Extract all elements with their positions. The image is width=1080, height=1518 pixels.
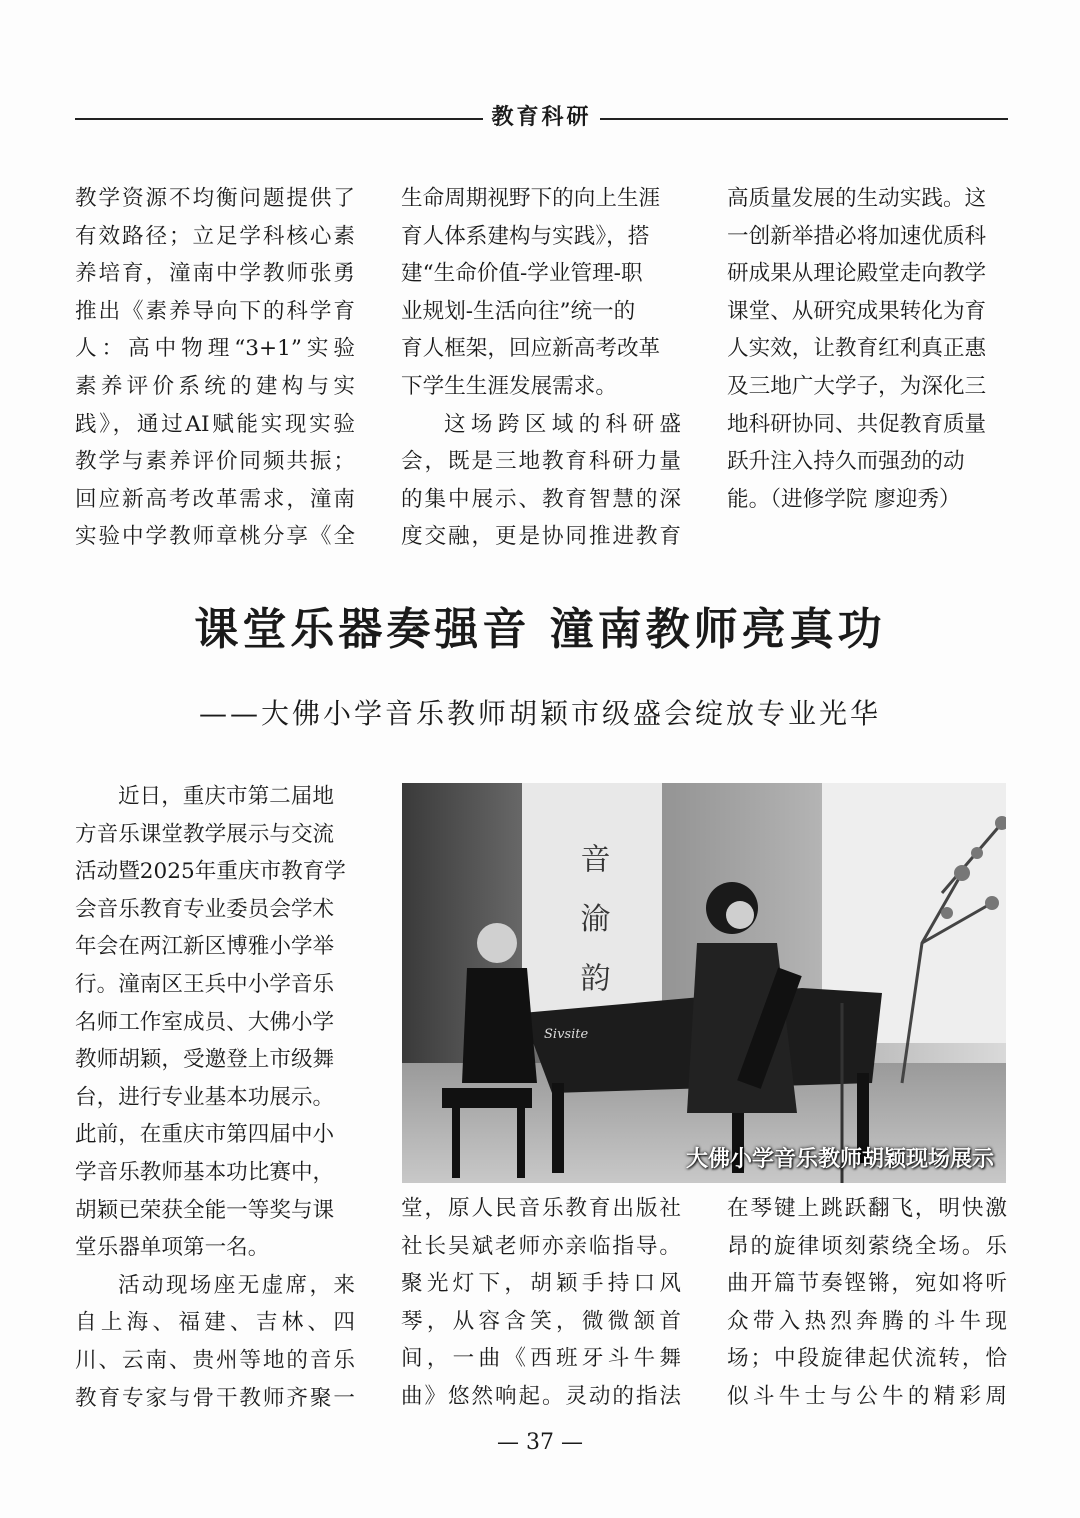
header-rule-left	[75, 118, 483, 120]
header-rule-right	[600, 118, 1008, 120]
article-subtitle: ——大佛小学音乐教师胡颖市级盛会绽放专业光华	[198, 697, 881, 730]
photo-banner-text: 音 渝 韵	[574, 843, 610, 1003]
photo-caption: 大佛小学音乐教师胡颖现场展示	[685, 1147, 994, 1172]
article2-column-3	[727, 1190, 1007, 1416]
article1-col2-paragraph-1: 生命周期视野下的向上生涯 育人体系建构与实践》，搭 建“生命价值-学业管理-职 业规划-生活向往”统一的 育人框架，回应新高考改革 下学生生涯发展需求。	[401, 186, 661, 399]
page-number: — 37 —	[497, 1430, 583, 1455]
article1-col2-paragraph-2: 这场跨区域的科研盛 会，既是三地教育科研力量 的集中展示、教育智慧的深 度交融，更是协同推进教育	[401, 411, 681, 550]
performance-photo	[402, 783, 1006, 1183]
article2-col1-paragraph-1: 近日，重庆市第二届地 方音乐课堂教学展示与交流 活动暨2025年重庆市教育学 会音乐教育专业委员会学术 年会在两江新区博雅小学举 行。潼南区王兵中小学音乐 名师工作室成员、大佛小学 教师胡颖，受邀登上市级舞 台，进行专业基本功展示。 此前，在重庆市第四届中小 学音乐教师基本功比赛中， 胡颖已荣获全能一等奖与课 堂乐器单项第一名。	[75, 784, 346, 1261]
article1-column-1	[75, 180, 355, 556]
article2-column-1	[75, 778, 355, 1417]
article-title: 课堂乐器奏强音 潼南教师亮真功	[194, 604, 886, 655]
article2-col3-text: 在琴键上跳跃翻飞，明快激 昂的旋律顷刻萦绕全场。乐 曲开篇节奏铿锵，宛如将听 众带入热烈奔腾的斗牛现 场；中段旋律起伏流转，恰 似斗牛士与公牛的精彩周	[727, 1196, 1007, 1409]
piano-brand-text: Sivsite	[544, 1027, 589, 1042]
article1-col3-text: 高质量发展的生动实践。这 一创新举措必将加速优质科 研成果从理论殿堂走向教学 课堂、从研究成果转化为育 人实效，让教育红利真正惠 及三地广大学子，为深化三 地科研协同、共促教育质量 跃升注入持久而强劲的动 能。（进修学院 廖迎秀）	[727, 186, 987, 512]
section-label: 教育科研	[491, 105, 592, 130]
article1-col1-text: 教学资源不均衡问题提供了 有效路径；立足学科核心素 养培育，潼南中学教师张勇 推出《素养导向下的科学育 人：高中物理“3+1”实验 素养评价系统的建构与实 践》，通过AI赋能实现实验 教学与素养评价同频共振； 回应新高考改革需求，潼南 实验中学教师章桃分享《全	[75, 186, 355, 550]
performance-photo-illustration	[402, 783, 1006, 1183]
article2-col2-text: 堂，原人民音乐教育出版社 社长吴斌老师亦亲临指导。 聚光灯下，胡颖手持口风 琴，从容含笑，微微颔首 间，一曲《西班牙斗牛舞 曲》悠然响起。灵动的指法	[401, 1196, 681, 1409]
article2-column-2	[401, 1190, 681, 1416]
article1-column-2	[401, 180, 681, 556]
article2-col1-paragraph-2: 活动现场座无虚席，来 自上海、福建、吉林、四 川、云南、贵州等地的音乐 教育专家与骨干教师齐聚一	[75, 1272, 355, 1411]
article1-column-3	[727, 180, 1007, 518]
